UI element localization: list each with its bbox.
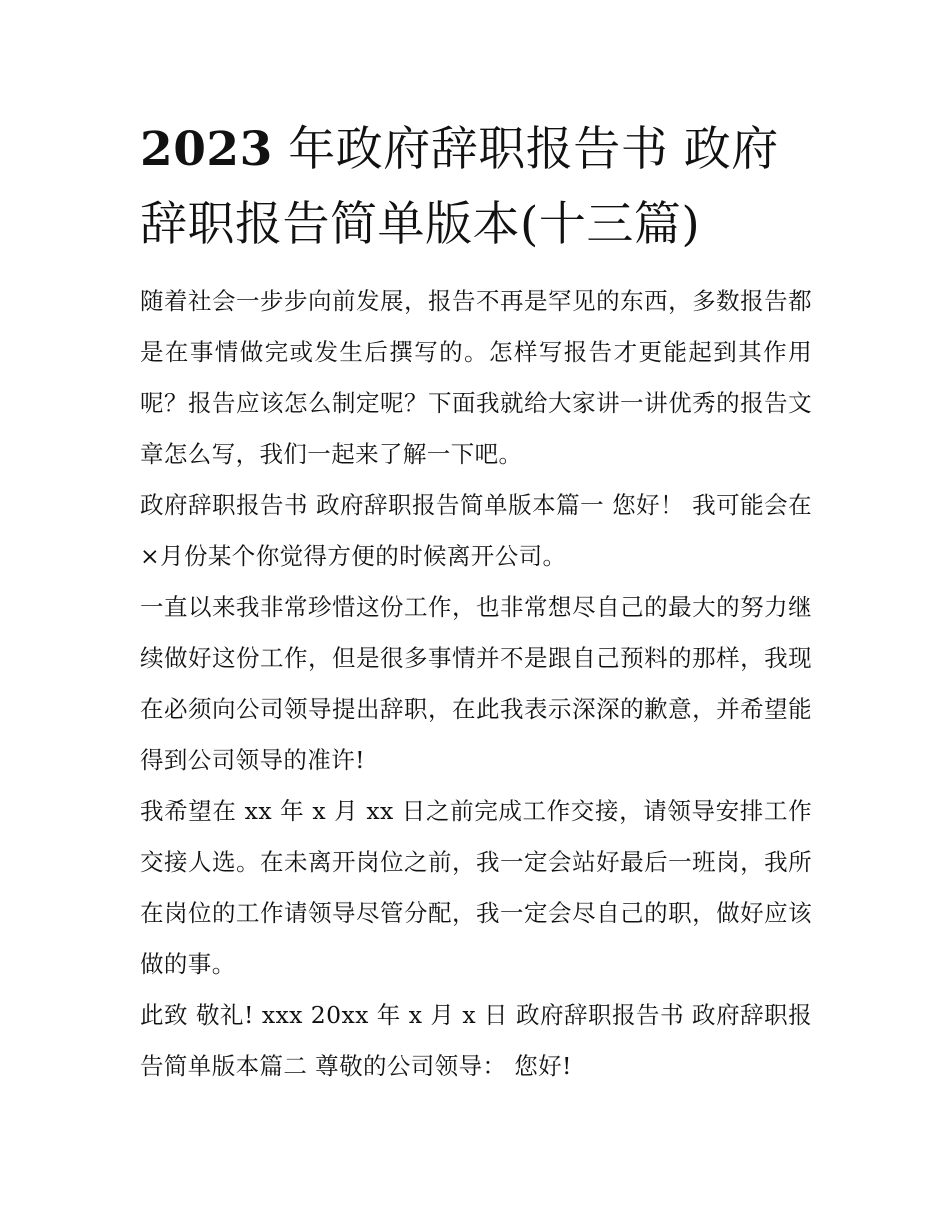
title-year: 2023 bbox=[140, 122, 273, 177]
paragraph-3: 一直以来我非常珍惜这份工作，也非常想尽自己的最大的努力继续做好这份工作，但是很多事情并不是跟自己预料的那样，我现在必须向公司领导提出辞职，在此我表示深深的歉意，并希望能得到公司领导的准许! bbox=[140, 593, 812, 774]
paragraph-2: 政府辞职报告书 政府辞职报告简单版本篇一 您好！ 我可能会在×月份某个你觉得方便的时候离开公司。 bbox=[140, 491, 812, 570]
intro-paragraph: 随着社会一步步向前发展，报告不再是罕见的东西，多数报告都是在事情做完或发生后撰写的。怎样写报告才更能起到其作用呢？报告应该怎么制定呢？下面我就给大家讲一讲优秀的报告文章怎么写，我们一起来了解一下吧。 bbox=[140, 287, 812, 468]
document-body bbox=[140, 276, 812, 1092]
document-title bbox=[140, 112, 820, 262]
paragraph-4: 我希望在 xx 年 x 月 xx 日之前完成工作交接，请领导安排工作交接人选。在未离开岗位之前，我一定会站好最后一班岗，我所在岗位的工作请领导尽管分配，我一定会尽自己的职，做好应该做的事。 bbox=[140, 797, 812, 978]
title-text: 年政府辞职报告书 政府辞职报告简单版本(十三篇) bbox=[140, 122, 779, 252]
paragraph-5: 此致 敬礼! xxx 20xx 年 x 月 x 日 政府辞职报告书 政府辞职报告简单版本篇二 尊敬的公司领导： 您好! bbox=[140, 1001, 812, 1080]
